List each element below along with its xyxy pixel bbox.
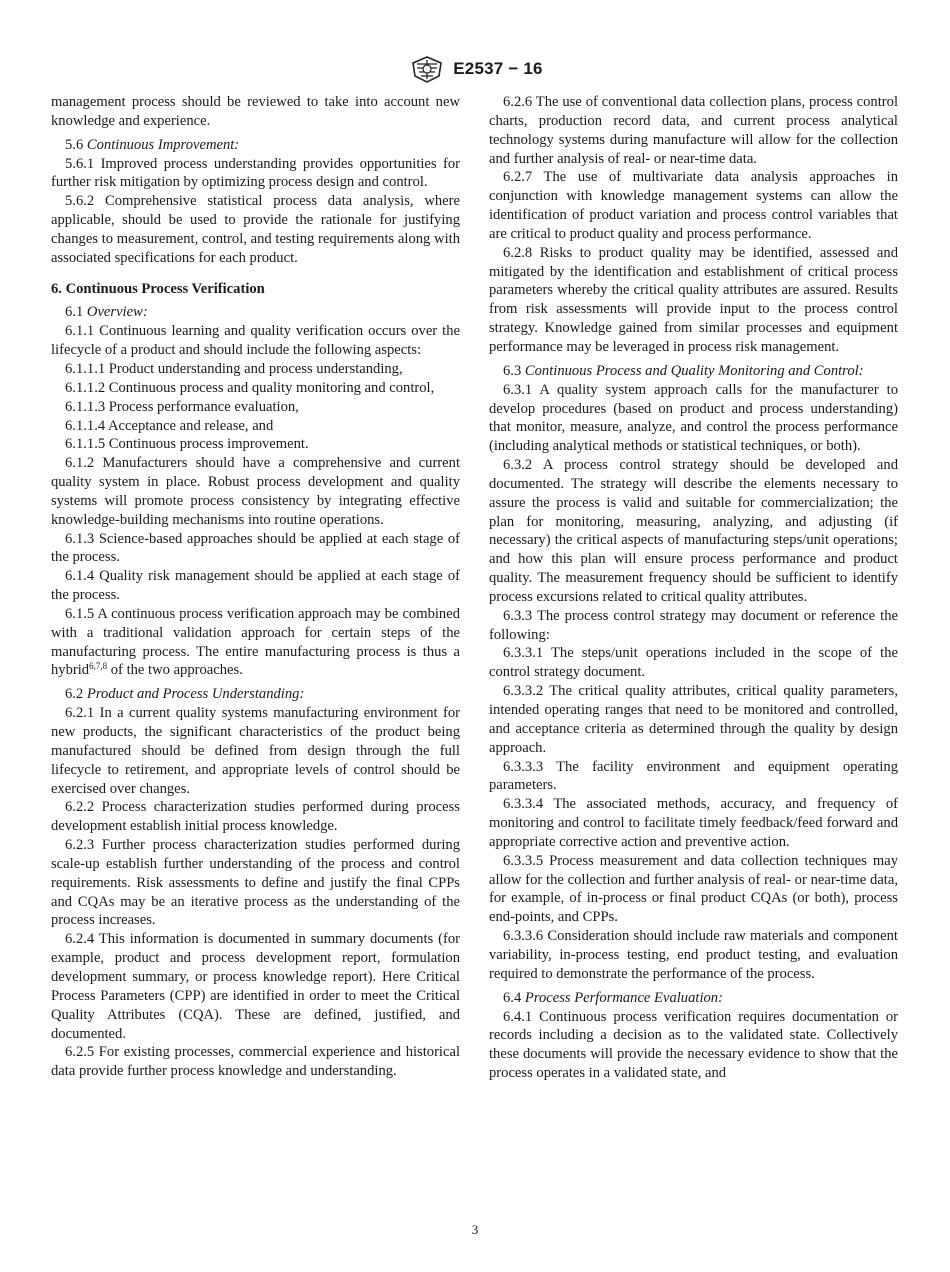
paragraph-6-2-4: 6.2.4 This information is documented in summary documents (for example, product and process development report, formulation development summary, or process knowledge report). Here Critical Process Parameters (CPP) are identified in order to meet the Critical Quality Attributes (CQA). These are defined, justified, and documented. bbox=[51, 931, 460, 1042]
list-item-6-3-3-2: 6.3.3.2 The critical quality attributes, critical quality parameters, intended operating ranges that need to be monitored and controlled, and acceptance criteria as determined through the quality by design approach. bbox=[489, 683, 898, 756]
paragraph-6-1-5: 6.1.5 A continuous process verification approach may be combined with a traditional validation approach for certain steps of the manufacturing process. The entire manufacturing process is thus a hybrid$^{6,7,8}$ of the two approaches. bbox=[51, 605, 460, 679]
paragraph-6-2-6: 6.2.6 The use of conventional data collection plans, process control charts, production record data, and current process analytical technology systems during manufacture will allow for the collection and further analysis of real- or near-time data. bbox=[489, 94, 898, 167]
page-header bbox=[0, 54, 950, 84]
paragraph-6-3-3: 6.3.3 The process control strategy may document or reference the following: bbox=[489, 607, 898, 643]
subsection-5-6-heading: 5.6 Continuous Improvement: bbox=[65, 136, 240, 153]
paragraph-6-2-5: 6.2.5 For existing processes, commercial experience and historical data provide further process knowledge and understanding. bbox=[51, 1044, 460, 1080]
subsection-6-4-heading: 6.4 Process Performance Evaluation: bbox=[503, 989, 723, 1006]
paragraph-6-3-2: 6.3.2 A process control strategy should be developed and documented. The strategy will describe the elements necessary to assure the process is valid and suitable for commercialization; the plan for monitoring, measuring, analyzing, and adjusting (if necessary) the critical aspects of manufacturing steps/unit operations; and how this plan will ensure process performance and product quality. The measurement frequency should be sufficient to identify process excursions related to critical quality attributes. bbox=[489, 457, 898, 605]
subsection-6-1-heading: 6.1 Overview: bbox=[65, 304, 148, 321]
astm-logo bbox=[407, 55, 447, 83]
list-item-6-1-1-3: 6.1.1.3 Process performance evaluation, bbox=[65, 398, 299, 415]
paragraph-6-4-1: 6.4.1 Continuous process verification requires documentation or records including a decision as to the validated state. Collectively these documents will provide the necessary evidence to show that the process operates in a validated state, and bbox=[489, 1008, 898, 1082]
paragraph-6-3-1: 6.3.1 A quality system approach calls for the manufacturer to develop procedures (based on product and process understanding) that monitor, measure, analyze, and control the process performance (including analytical methods or statistical techniques, or both). bbox=[489, 381, 898, 455]
list-item-6-3-3-6: 6.3.3.6 Consideration should include raw materials and component variability, in-process testing, end product testing, and evaluation required to demonstrate the performance of the process. bbox=[489, 928, 898, 982]
paragraph-6-2-1: 6.2.1 In a current quality systems manufacturing environment for new products, the significant characteristics of the product being manufactured should be defined from design through the full lifecycle to retirement, and appropriate levels of control should be exercised over changes. bbox=[51, 705, 460, 797]
page-number: 3 bbox=[471, 1222, 479, 1237]
list-item-6-3-3-4: 6.3.3.4 The associated methods, accuracy, and frequency of monitoring and control to facilitate timely feedback/feed forward and appropriate corrective action and preventive action. bbox=[489, 796, 898, 850]
list-item-6-1-1-4: 6.1.1.4 Acceptance and release, and bbox=[65, 417, 274, 434]
paragraph-5-6-2: 5.6.2 Comprehensive statistical process data analysis, where applicable, should be used to provide the rationale for justifying changes to measurement, control, and testing requirements along with associated specifications for each product. bbox=[51, 193, 460, 266]
list-item-6-1-1-2: 6.1.1.2 Continuous process and quality monitoring and control, bbox=[65, 379, 435, 396]
paragraph-6-1-2: 6.1.2 Manufacturers should have a comprehensive and current quality system in place. Robust process development and quality systems will promote process consistency by integrating effective knowledge-building mechanisms into routine operations. bbox=[51, 455, 460, 528]
paragraph-6-1-1: 6.1.1 Continuous learning and quality verification occurs over the lifecycle of a product and should include the following aspects: bbox=[51, 323, 460, 359]
right-column bbox=[489, 93, 898, 1083]
list-item-6-1-1-1: 6.1.1.1 Product understanding and process understanding, bbox=[65, 360, 403, 377]
left-column bbox=[51, 93, 460, 1081]
footnote-reference: 6,7,8 bbox=[89, 661, 108, 672]
paragraph-5-6-1: 5.6.1 Improved process understanding provides opportunities for further risk mitigation by optimizing process design and control. bbox=[51, 155, 460, 191]
paragraph-6-2-2: 6.2.2 Process characterization studies performed during process development establish initial process knowledge. bbox=[51, 799, 460, 835]
paragraph-6-2-8: 6.2.8 Risks to product quality may be identified, assessed and mitigated by the identification and establishment of critical process parameters whereby the critical quality attributes are assured. Results from risk assessments will provide input to the process control strategy. Knowledge gained from similar processes and equipment performance may be leveraged in process risk management. bbox=[489, 244, 898, 355]
list-item-6-3-3-3: 6.3.3.3 The facility environment and equipment operating parameters. bbox=[489, 758, 898, 794]
paragraph-6-1-3: 6.1.3 Science-based approaches should be applied at each stage of the process. bbox=[51, 530, 460, 566]
standard-designation: E2537 − 16 bbox=[453, 59, 543, 78]
list-item-6-3-3-1: 6.3.3.1 The steps/unit operations included in the scope of the control strategy document. bbox=[489, 645, 898, 681]
paragraph-6-1-4: 6.1.4 Quality risk management should be applied at each stage of the process. bbox=[51, 568, 460, 604]
paragraph-continuation: management process should be reviewed to take into account new knowledge and experience. bbox=[51, 94, 460, 129]
paragraph-6-2-3: 6.2.3 Further process characterization studies performed during scale-up establish further understanding of the process and control requirements. Risk assessments to define and justify the final CPPs and CQAs may be an iterative process as the understanding of the process increases. bbox=[51, 837, 460, 929]
paragraph-6-2-7: 6.2.7 The use of multivariate data analysis approaches in conjunction with knowledge management systems can allow the identification of product variation and process control variables that are critical to product quality and process performance. bbox=[489, 169, 898, 242]
subsection-6-3-heading: 6.3 Continuous Process and Quality Monitoring and Control: bbox=[503, 362, 864, 379]
list-item-6-3-3-5: 6.3.3.5 Process measurement and data collection techniques may allow for the collection and further analysis of real- or near-time data, for example, of in-process or final product CQAs (or both), process end-points, and CPPs. bbox=[489, 852, 898, 926]
subsection-6-2-heading: 6.2 Product and Process Understanding: bbox=[65, 686, 305, 703]
section-6-heading: 6. Continuous Process Verification bbox=[51, 280, 265, 297]
list-item-6-1-1-5: 6.1.1.5 Continuous process improvement. bbox=[65, 436, 309, 453]
